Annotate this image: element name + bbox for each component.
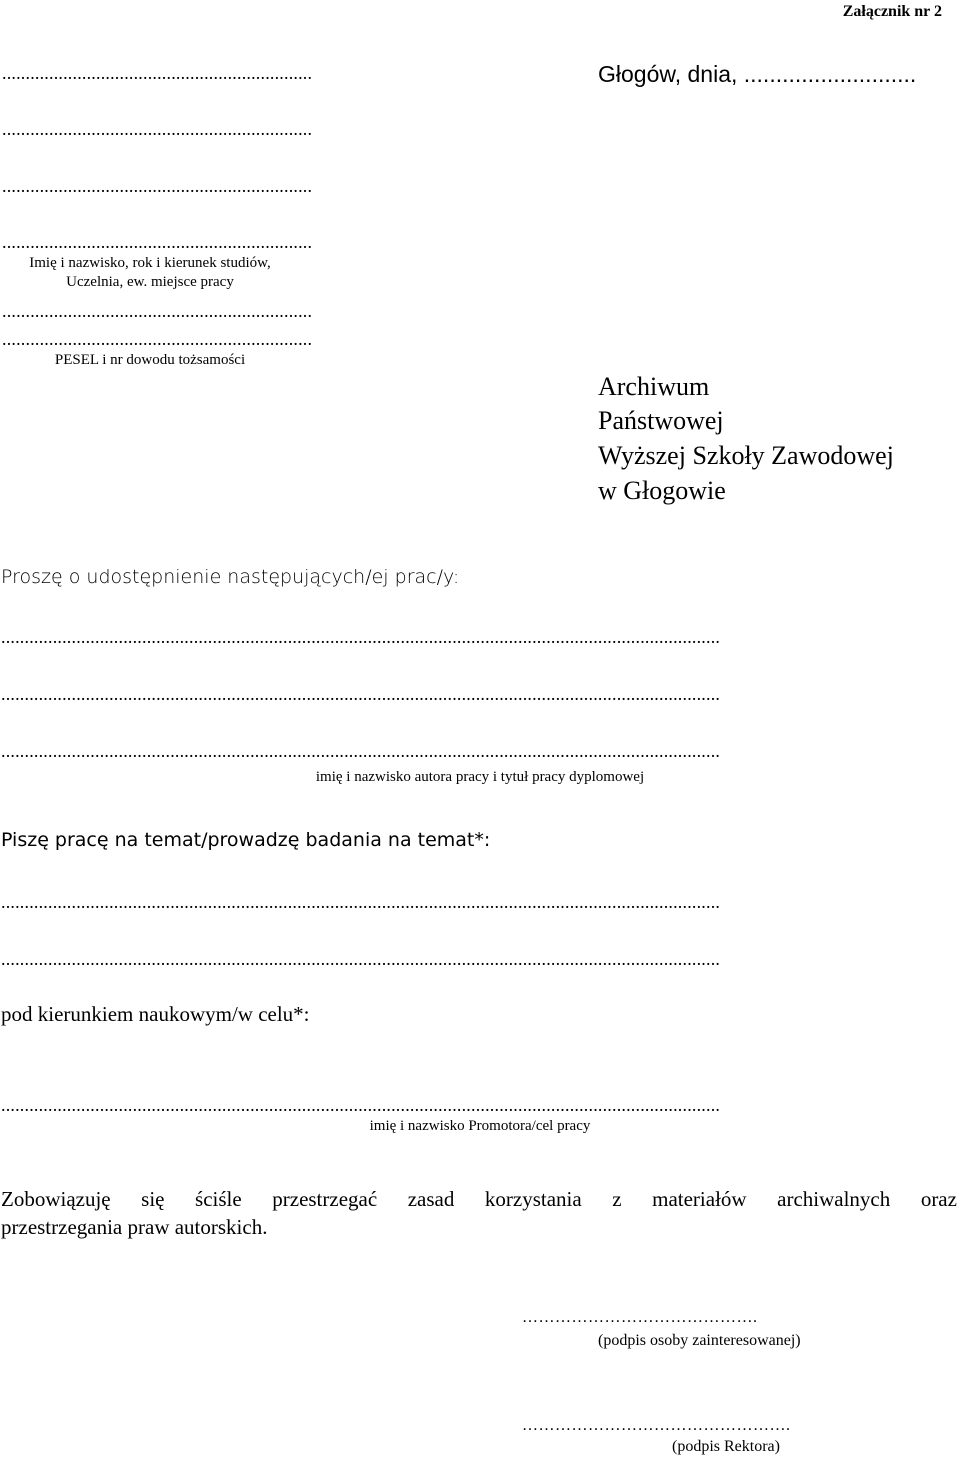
applicant-signature-line[interactable]: ……………………………………. xyxy=(522,1309,758,1326)
request-intro: Proszę o udostępnienie następujących/ej prac/y: xyxy=(1,566,460,588)
rector-signature-line[interactable]: …………………………………………. xyxy=(522,1417,791,1434)
topic-line[interactable]: ......................................................................................................................................................... xyxy=(1,892,721,912)
applicant-line[interactable]: .................................................................. xyxy=(2,329,313,349)
addressee-line: Archiwum xyxy=(598,372,710,401)
declaration-line-2: przestrzegania praw autorskich. xyxy=(1,1215,268,1239)
rector-signature-caption: (podpis Rektora) xyxy=(672,1438,780,1455)
applicant-signature-caption: (podpis osoby zainteresowanej) xyxy=(598,1332,801,1349)
addressee-line: Państwowej xyxy=(598,406,724,435)
declaration-word: zasad xyxy=(407,1187,455,1211)
declaration-word: z xyxy=(612,1187,622,1211)
id-caption: PESEL i nr dowodu tożsamości xyxy=(54,352,246,368)
place-date-field: Głogów, dnia, ........................... xyxy=(598,61,917,87)
work-line[interactable]: ......................................................................................................................................................... xyxy=(1,684,721,704)
work-line[interactable]: ......................................................................................................................................................... xyxy=(1,627,721,647)
applicant-line[interactable]: .................................................................. xyxy=(2,232,313,252)
declaration-word: materiałów xyxy=(652,1187,747,1211)
supervisor-caption: imię i nazwisko Promotora/cel pracy xyxy=(369,1118,591,1134)
declaration-word: się xyxy=(141,1187,165,1211)
declaration-word: Zobowiązuję xyxy=(1,1187,111,1211)
addressee-line: w Głogowie xyxy=(598,476,726,505)
supervisor-line[interactable]: ......................................................................................................................................................... xyxy=(1,1095,721,1115)
attachment-label: Załącznik nr 2 xyxy=(842,3,942,20)
applicant-caption: Imię i nazwisko, rok i kierunek studiów, xyxy=(29,255,271,271)
declaration-word: przestrzegać xyxy=(272,1187,378,1211)
declaration-line-1 xyxy=(1,1186,957,1212)
declaration-word: oraz xyxy=(920,1187,957,1211)
applicant-line[interactable]: .................................................................. xyxy=(2,301,313,321)
applicant-line[interactable]: .................................................................. xyxy=(2,119,313,139)
applicant-line[interactable]: .................................................................. xyxy=(2,63,313,83)
declaration-word: korzystania xyxy=(484,1187,582,1211)
addressee-line: Wyższej Szkoły Zawodowej xyxy=(598,441,894,470)
topic-intro: Piszę pracę na temat/prowadzę badania na temat*: xyxy=(1,829,491,851)
work-line[interactable]: ......................................................................................................................................................... xyxy=(1,741,721,761)
declaration-word: archiwalnych xyxy=(777,1187,891,1211)
topic-line[interactable]: ......................................................................................................................................................... xyxy=(1,949,721,969)
declaration-word: ściśle xyxy=(195,1187,242,1211)
applicant-caption: Uczelnia, ew. miejsce pracy xyxy=(66,274,234,290)
supervisor-intro: pod kierunkiem naukowym/w celu*: xyxy=(1,1002,310,1026)
applicant-line[interactable]: .................................................................. xyxy=(2,176,313,196)
work-caption: imię i nazwisko autora pracy i tytuł pracy dyplomowej xyxy=(315,769,645,785)
